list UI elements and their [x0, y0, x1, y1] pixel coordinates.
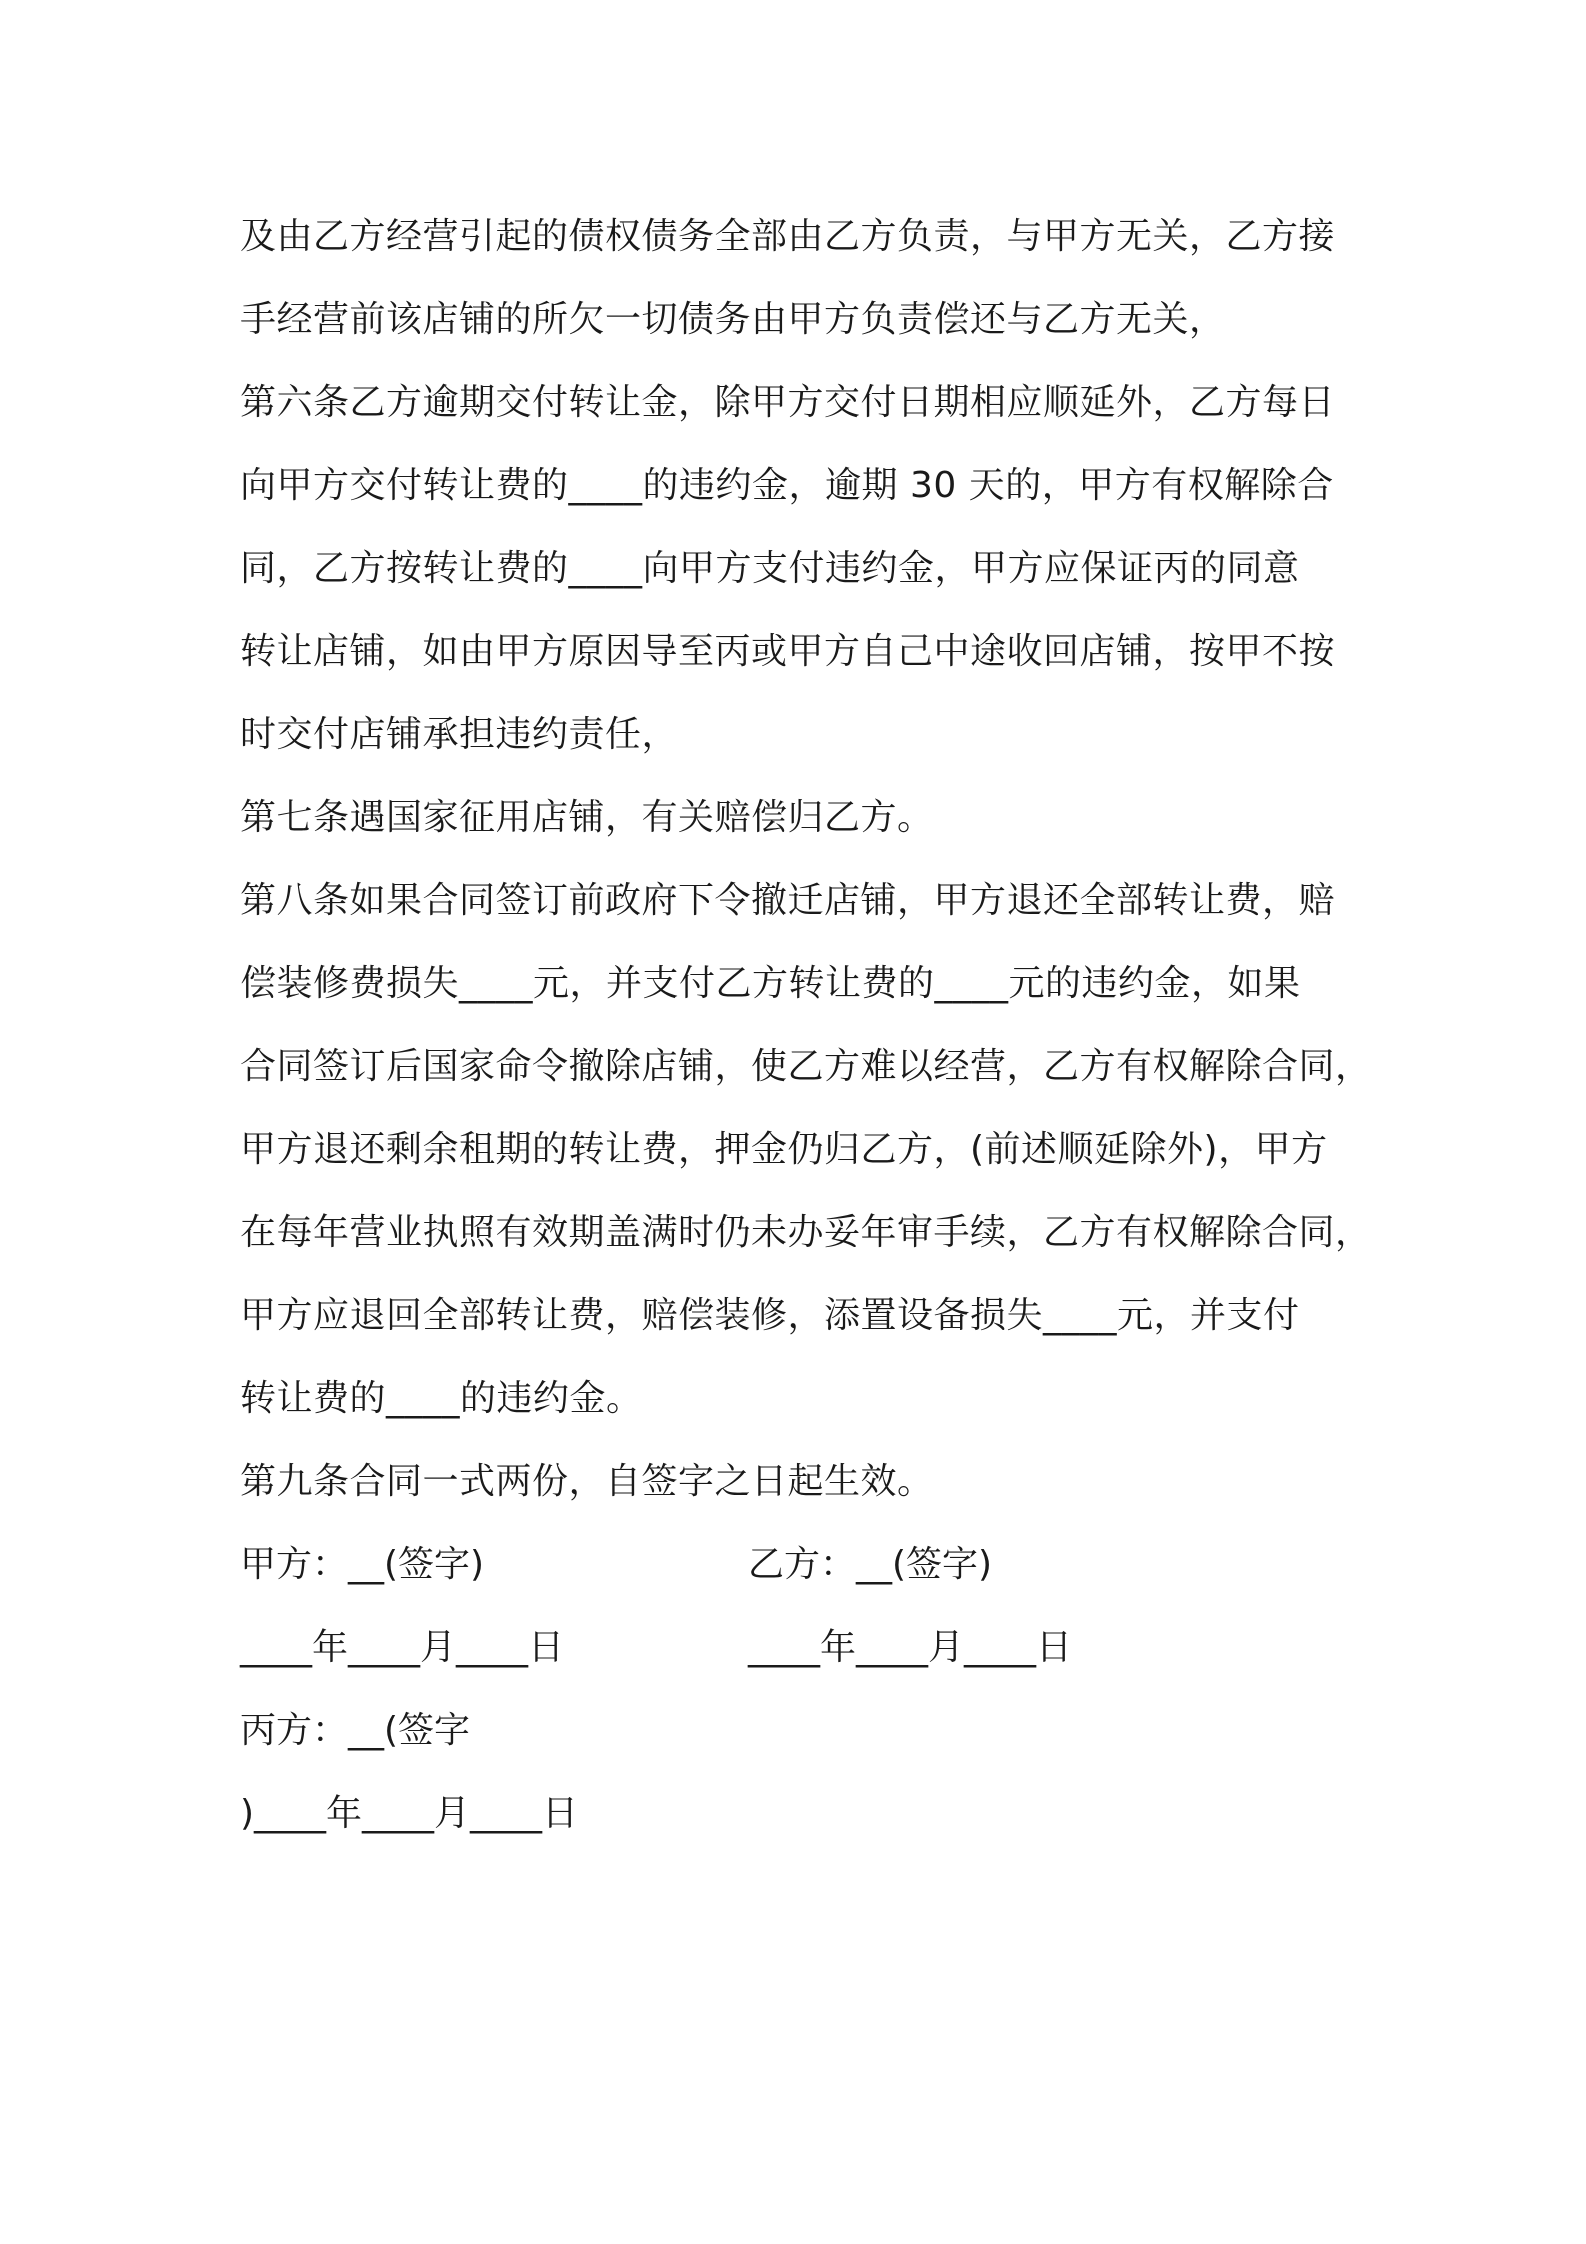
text-line: 转让费的____的违约金。: [240, 1378, 643, 1419]
text-line: 及由乙方经营引起的债权债务全部由乙方负责，与甲方无关，乙方接: [240, 216, 1336, 257]
date-row-c: [240, 1772, 1370, 1855]
text-line: 向甲方交付转让费的____的违约金，逾期 30 天的，甲方有权解除合: [240, 465, 1334, 506]
text-line: 偿装修费损失____元，并支付乙方转让费的____元的违约金，如果: [240, 963, 1301, 1004]
party-c-date: )____年____月____日: [240, 1793, 579, 1834]
text-line: 时交付店铺承担违约责任，: [240, 714, 679, 755]
text-line: 合同签订后国家命令撤除店铺，使乙方难以经营，乙方有权解除合同，: [240, 1046, 1372, 1087]
party-c-signature: 丙方：__(签字: [240, 1710, 471, 1751]
signature-row-ab: [240, 1523, 1370, 1606]
party-a-date: ____年____月____日: [240, 1627, 565, 1668]
text-line: 在每年营业执照有效期盖满时仍未办妥年审手续，乙方有权解除合同，: [240, 1212, 1372, 1253]
clause-9-line: 第九条合同一式两份，自签字之日起生效。: [240, 1461, 934, 1502]
clause-6-line: 第六条乙方逾期交付转让金，除甲方交付日期相应顺延外，乙方每日: [240, 382, 1336, 423]
text-line: 转让店铺，如由甲方原因导至丙或甲方自己中途收回店铺，按甲不按: [240, 631, 1336, 672]
party-a-signature: 甲方：__(签字): [240, 1544, 485, 1585]
date-row-ab: [240, 1606, 1370, 1689]
text-line: 手经营前该店铺的所欠一切债务由甲方负责偿还与乙方无关，: [240, 299, 1226, 340]
text-line: 甲方退还剩余租期的转让费，押金仍归乙方，(前述顺延除外)，甲方: [240, 1129, 1328, 1170]
text-line: 同，乙方按转让费的____向甲方支付违约金，甲方应保证丙的同意: [240, 548, 1300, 589]
text-line: 甲方应退回全部转让费，赔偿装修，添置设备损失____元，并支付: [240, 1295, 1300, 1336]
party-b-signature: 乙方：__(签字): [748, 1544, 993, 1585]
signature-row-c: [240, 1689, 1370, 1772]
party-b-date: ____年____月____日: [748, 1627, 1073, 1668]
contract-body: [240, 195, 1370, 1855]
clause-8-line: 第八条如果合同签订前政府下令撤迁店铺，甲方退还全部转让费，赔: [240, 880, 1336, 921]
clause-7-line: 第七条遇国家征用店铺，有关赔偿归乙方。: [240, 797, 934, 838]
